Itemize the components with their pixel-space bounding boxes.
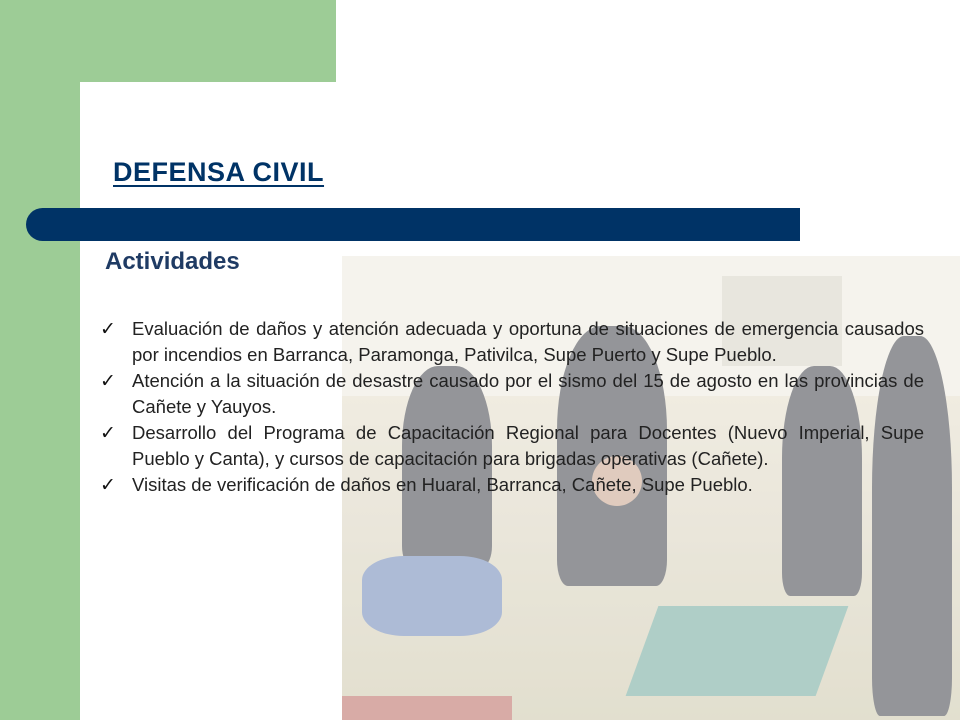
photo-mat (626, 606, 849, 696)
page-title: DEFENSA CIVIL (113, 157, 325, 187)
list-item (100, 316, 924, 368)
photo-floor (342, 696, 512, 720)
checkmark-icon: ✓ (100, 370, 116, 392)
list-item-text: Desarrollo del Programa de Capacitación Regional para Docentes (Nuevo Imperial, Supe Pueblo y Canta), y cursos de capacitación para brigadas operativas (Cañete). (132, 422, 924, 469)
checkmark-icon: ✓ (100, 422, 116, 444)
list-item-text: Atención a la situación de desastre causado por el sismo del 15 de agosto en las provincias de Cañete y Yauyos. (132, 370, 924, 417)
activities-list (100, 316, 924, 498)
section-subtitle: Actividades (105, 248, 240, 275)
title-divider-bar (26, 208, 800, 241)
photo-figure (362, 556, 502, 636)
list-item-text: Evaluación de daños y atención adecuada y oportuna de situaciones de emergencia causados por incendios en Barranca, Paramonga, Pativilca, Supe Puerto y Supe Pueblo. (132, 318, 924, 365)
checkmark-icon: ✓ (100, 474, 116, 496)
list-item (100, 472, 924, 498)
checkmark-icon: ✓ (100, 318, 116, 340)
list-item (100, 420, 924, 472)
list-item (100, 368, 924, 420)
green-left-stripe (0, 0, 80, 720)
list-item-text: Visitas de verificación de daños en Huaral, Barranca, Cañete, Supe Pueblo. (132, 474, 753, 495)
